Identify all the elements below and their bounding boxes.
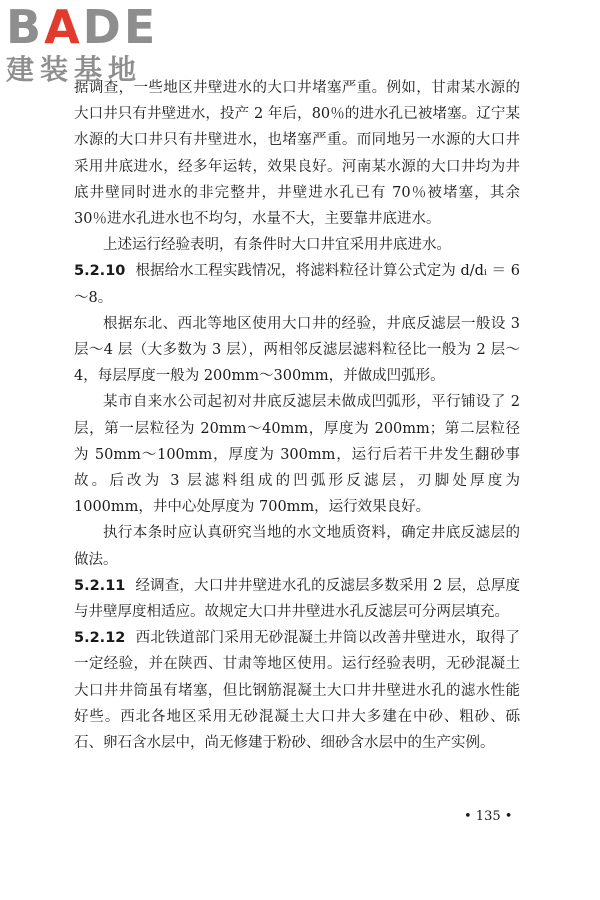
body-paragraph (74, 311, 520, 390)
brand-watermark (6, 0, 159, 86)
paragraph-text: 经调查，大口井井壁进水孔的反滤层多数采用 2 层，总厚度与井壁厚度相适应。故规定大口井井壁进水孔反滤层可分两层填充。 (74, 577, 520, 621)
paragraph-text: 根据东北、西北等地区使用大口井的经验，井底反滤层一般设 3 层～4 层（大多数为 3 层），两相邻反滤层滤料粒径比一般为 2 层～4，每层厚度一般为 200mm～300mm，并做成凹弧形。 (74, 315, 520, 385)
brand-chinese-name: 建装基地 (6, 53, 143, 86)
page-number: • 135 • (464, 809, 513, 824)
paragraph-text: 上述运行经验表明，有条件时大口井宜采用井底进水。 (103, 237, 451, 254)
clause-number: 5.2.12 (74, 630, 126, 647)
body-paragraph (74, 389, 520, 520)
document-body (74, 75, 520, 756)
paragraph-text: 某市自来水公司起初对井底反滤层未做成凹弧形，平行铺设了 2 层，第一层粒径为 20mm～40mm，厚度为 200mm；第二层粒径为 50mm～100mm，厚度为 300mm，运行后若干井发生翻砂事故。后改为 3 层滤料组成的凹弧形反滤层，刃脚处厚度为 1000mm，井中心处厚度为 700mm，运行效果良好。 (74, 394, 520, 516)
brand-logo-text: BADE (6, 0, 159, 54)
clause-number: 5.2.11 (74, 577, 126, 594)
paragraph-text: 执行本条时应认真研究当地的水文地质资料，确定井底反滤层的做法。 (74, 525, 520, 568)
body-paragraph (74, 232, 520, 258)
clause-number: 5.2.10 (74, 263, 126, 280)
clause-paragraph (74, 258, 520, 310)
clause-paragraph (74, 573, 520, 625)
body-paragraph (74, 75, 520, 232)
clause-paragraph (74, 625, 520, 756)
paragraph-text: 据调查，一些地区井壁进水的大口井堵塞严重。例如，甘肃某水源的大口井只有井壁进水，投产 2 年后，80％的进水孔已被堵塞。辽宁某水源的大口井只有井壁进水，也堵塞严重。而同地另一水源的大口井采用井底进水，经多年运转，效果良好。河南某水源的大口井均为井底井壁同时进水的非完整井，井壁进水孔已有 70％被堵塞，其余 30％进水孔进水也不均匀，水量不大，主要靠井底进水。 (74, 80, 520, 228)
body-paragraph (74, 520, 520, 572)
paragraph-text: 根据给水工程实践情况，将滤料粒径计算公式定为 d/dᵢ ＝ 6～8。 (74, 263, 520, 306)
paragraph-text: 西北铁道部门采用无砂混凝土井筒以改善井壁进水，取得了一定经验，并在陕西、甘肃等地区使用。运行经验表明，无砂混凝土大口井井筒虽有堵塞，但比钢筋混凝土大口井井壁进水孔的滤水性能好些。西北各地区采用无砂混凝土大口井大多建在中砂、粗砂、砾石、卵石含水层中，尚无修建于粉砂、细砂含水层中的生产实例。 (74, 630, 520, 752)
